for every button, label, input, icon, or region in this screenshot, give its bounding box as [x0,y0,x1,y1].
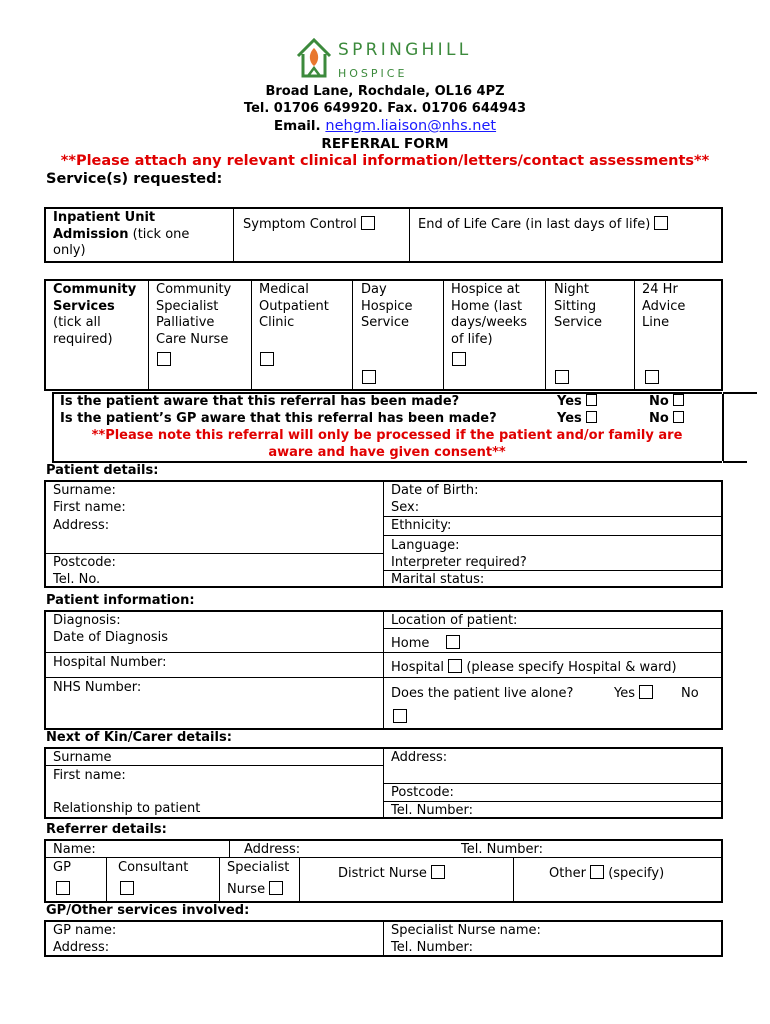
inpatient-label: Inpatient Unit Admission (tick one only) [53,210,190,258]
other-option[interactable]: Other (specify) [549,866,665,881]
tel-no-field[interactable]: Tel. No. [53,572,101,587]
day-hospice-checkbox[interactable] [362,370,376,384]
service-advice-line: 24 Hr Advice Line [642,282,686,330]
gp-services-tel-field[interactable]: Tel. Number: [391,940,473,955]
consultant-checkbox[interactable] [120,881,134,895]
referrer-name-field[interactable]: Name: [53,842,96,857]
house-logo-icon [294,36,334,82]
diagnosis-field[interactable]: Diagnosis: [53,613,121,628]
patient-details-heading: Patient details: [46,463,159,478]
gp-services-heading: GP/Other services involved: [46,903,250,918]
kin-address-field[interactable]: Address: [391,750,448,765]
live-alone-no-checkbox[interactable] [393,709,407,723]
location-label: Location of patient: [391,613,518,628]
gp-aware-question: Is the patient’s GP aware that this referral has been made? [60,411,497,426]
patient-aware-yes-checkbox[interactable] [586,394,597,406]
form-title: REFERRAL FORM [321,136,449,152]
hospital-option[interactable]: Hospital (please specify Hospital & ward) [391,660,677,675]
postcode-field[interactable]: Postcode: [53,555,116,570]
services-heading: Service(s) requested: [46,171,223,187]
patient-aware-question: Is the patient aware that this referral has been made? [60,394,460,409]
consent-notice: **Please note this referral will only be processed if the patient and/or family are aware and have given consent** [91,428,683,460]
end-of-life-option[interactable]: End of Life Care (in last days of life) [418,216,668,233]
service-day-hospice: Day Hospice Service [361,282,413,330]
gp-aware-yes[interactable]: Yes [557,410,597,427]
end-of-life-checkbox[interactable] [654,216,668,230]
patient-info-heading: Patient information: [46,593,195,608]
community-label: Community Services (tick all required) [53,282,137,347]
referrer-tel-field[interactable]: Tel. Number: [461,842,543,857]
gp-aware-no[interactable]: No [649,410,684,427]
specialist-nurse-name-field[interactable]: Specialist Nurse name: [391,923,541,938]
specialist-palliative-checkbox[interactable] [157,352,171,366]
kin-postcode-field[interactable]: Postcode: [391,785,454,800]
service-specialist-palliative: Community Specialist Palliative Care Nurse [156,282,232,347]
other-checkbox[interactable] [590,865,604,879]
email-link[interactable]: nehgm.liaison@nhs.net [325,118,497,134]
kin-relationship-field[interactable]: Relationship to patient [53,801,201,816]
address-field[interactable]: Address: [53,518,110,533]
gp-address-field[interactable]: Address: [53,940,110,955]
night-sitting-checkbox[interactable] [555,370,569,384]
home-checkbox[interactable] [446,635,460,649]
live-alone-no[interactable]: No [681,686,699,701]
patient-aware-no[interactable]: No [649,393,684,410]
hospice-at-home-checkbox[interactable] [452,352,466,366]
first-name-field[interactable]: First name: [53,500,126,515]
service-hospice-at-home: Hospice at Home (last days/weeks of life) [451,282,527,347]
hospital-number-field[interactable]: Hospital Number: [53,655,167,670]
service-night-sitting: Night Sitting Service [554,282,603,330]
medical-outpatient-checkbox[interactable] [260,352,274,366]
ethnicity-field[interactable]: Ethnicity: [391,518,452,533]
language-field[interactable]: Language: [391,538,460,553]
next-of-kin-heading: Next of Kin/Carer details: [46,730,232,745]
home-option[interactable]: Home [391,635,460,652]
nhs-number-field[interactable]: NHS Number: [53,680,142,695]
kin-surname-field[interactable]: Surname [53,750,112,765]
hospice-logo [294,36,484,84]
live-alone-yes[interactable]: Yes [614,685,653,702]
district-nurse-checkbox[interactable] [431,865,445,879]
specialist-nurse-option[interactable]: Nurse [227,881,283,898]
hospital-checkbox[interactable] [448,659,462,673]
interpreter-field[interactable]: Interpreter required? [391,555,527,570]
logo-sub-text: HOSPICE [338,67,408,80]
consultant-option-label: Consultant [118,860,189,875]
referrer-heading: Referrer details: [46,822,167,837]
symptom-control-checkbox[interactable] [361,216,375,230]
gp-aware-yes-checkbox[interactable] [586,411,597,423]
attach-notice: **Please attach any relevant clinical information/letters/contact assessments** [60,153,710,169]
surname-field[interactable]: Surname: [53,483,116,498]
specialist-nurse-checkbox[interactable] [269,881,283,895]
gp-aware-no-checkbox[interactable] [673,411,684,423]
gp-checkbox[interactable] [56,881,70,895]
email-line [0,118,770,134]
email-label: Email. [273,118,321,134]
live-alone-yes-checkbox[interactable] [639,685,653,699]
tel-fax: Tel. 01706 649920. Fax. 01706 644943 [243,101,527,116]
logo-main-text: SPRINGHILL [338,40,472,60]
specialist-nurse-label: Specialist [227,860,290,875]
hospice-address: Broad Lane, Rochdale, OL16 4PZ [265,84,505,99]
live-alone-question: Does the patient live alone? [391,686,574,701]
service-medical-outpatient: Medical Outpatient Clinic [259,282,329,330]
dob-field[interactable]: Date of Birth: [391,483,479,498]
gp-name-field[interactable]: GP name: [53,923,117,938]
gp-option-label: GP [53,860,71,875]
referrer-address-field[interactable]: Address: [244,842,301,857]
kin-tel-field[interactable]: Tel. Number: [391,803,473,818]
symptom-control-option[interactable]: Symptom Control [243,216,375,233]
patient-aware-yes[interactable]: Yes [557,393,597,410]
patient-aware-no-checkbox[interactable] [673,394,684,406]
sex-field[interactable]: Sex: [391,500,420,515]
district-nurse-option[interactable]: District Nurse [338,865,445,882]
date-of-diagnosis-field[interactable]: Date of Diagnosis [53,630,169,645]
advice-line-checkbox[interactable] [645,370,659,384]
marital-status-field[interactable]: Marital status: [391,572,485,587]
kin-first-name-field[interactable]: First name: [53,768,126,783]
